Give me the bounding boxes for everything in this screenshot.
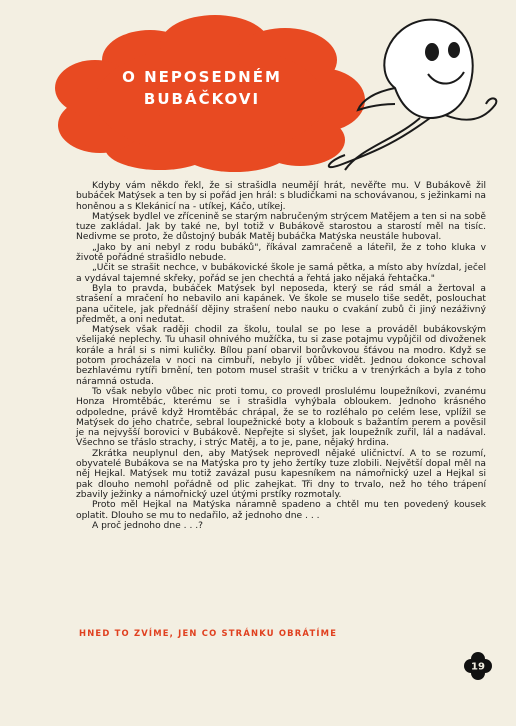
title-line-2: BUBÁČKOVI: [143, 90, 261, 108]
paragraph: Matýsek však raději chodil za školu, toulal se po lese a prováděl bubákovským všelijaké neplechy. Tu uhasil ohnivého mužíčka, tu si zase potajmu vypůjčil od divoženek korále a hrál si s nimi kuličky. Bílou paní obarvil borůvkovou šťávou na modro. Když se potom procházela v noci na cimbuří, nebylo jí vůbec vidět. Jednou dokonce schoval bezhlavému rytíři brnění, ten potom musel strašit v tričku a v trenýrkách a byla z toho náramná ostuda.: [76, 325, 486, 387]
article-body: [76, 181, 486, 531]
clover-icon: [462, 650, 494, 682]
paragraph: To však nebylo vůbec nic proti tomu, co provedl proslulému loupežníkovi, zvanému Honza Hromtěbác, kterému se i strašidla vyhýbala obloukem. Jednoho krásného odpoledne, právě když Hromtěbác chrápal, že se to rozléhalo po celém lese, vplížil se Matýsek do jeho chatrče, sebral loupežnické boty a klobouk s bažantím perem a pověsil je na nejvyšší borovici v Bubákově. Nepřejte si slyšet, jak loupežník zuřil, lál a nadával. Všechno se třáslo strachy, i strýc Matěj, a to je, pane, nějaký hrdina.: [76, 386, 486, 449]
page-number: 19: [471, 661, 485, 673]
paragraph: „Učit se strašit nechce, v bubákovické škole je samá pětka, a místo aby hvízdal, ječel a vydával tajemné skřeky, pořád se jen chechtá a řehtá jako nějaká řehtačka.": [76, 263, 486, 284]
paragraph: Proto měl Hejkal na Matýska náramně spadeno a chtěl mu ten povedený kousek oplatit. Dlouho se mu to nedařilo, až jednoho dne . . .: [76, 500, 486, 521]
paragraph: Matýsek bydlel ve zřícenině se starým nabručeným strýcem Matějem a ten si na sobě tuze zakládal. Jak by také ne, byl totiž v Bubákově starostou a starostí měl na tisíc. Nedivme se proto, že důstojný bubák Matěj bubáčka Matýska neustále huboval.: [76, 211, 486, 243]
paragraph: A proč jednoho dne . . .?: [92, 520, 203, 531]
article-title: [112, 66, 292, 110]
paragraph: Kdyby vám někdo řekl, že si strašidla neumějí hrát, nevěřte mu. V Bubákově žil bubáček Matýsek a ten by si pořád jen hrál: s bludičkami na schovávanou, s ježinkami na honěnou a s Klekánicí na - utíkej, Káčo, utíkej.: [76, 181, 486, 212]
continuation-teaser: HNED TO ZVÍME, JEN CO STRÁNKU OBRÁTÍME: [79, 628, 338, 638]
paragraph: „Jako by ani nebyl z rodu bubáků", říkával zamračeně a láteřil, že z toho kluka v životě pořádné strašidlo nebude.: [76, 242, 486, 264]
title-line-1: O NEPOSEDNÉM: [122, 68, 282, 86]
paragraph: Zkrátka neuplynul den, aby Matýsek neprovedl nějaké uličnictví. A to se rozumí, obyvatelé Bubákova se na Matýska pro ty jeho žertíky tuze zlobili. Největší dopal měl na něj Hejkal. Matýsek mu totiž zavázal pusu kapesníkem na námořnický uzel a Hejkal si pak dlouho nemohl pořádně od plic zahejkat. Tři dny to trvalo, než ho tého trápení zbavily ježinky a námořnický uzel útými prstíky rozmotaly.: [76, 448, 486, 500]
paragraph: Byla to pravda, bubáček Matýsek byl neposeda, který se rád smál a žertoval a strašení a mračení ho nebavilo ani kapánek. Ve škole se muselo tiše sedět, poslouchat pana učitele, jak přednáší dějiny strašení nebo nauku o cvakání zubů či jiný nezáživný předmět, a oni nedutat.: [76, 283, 486, 325]
